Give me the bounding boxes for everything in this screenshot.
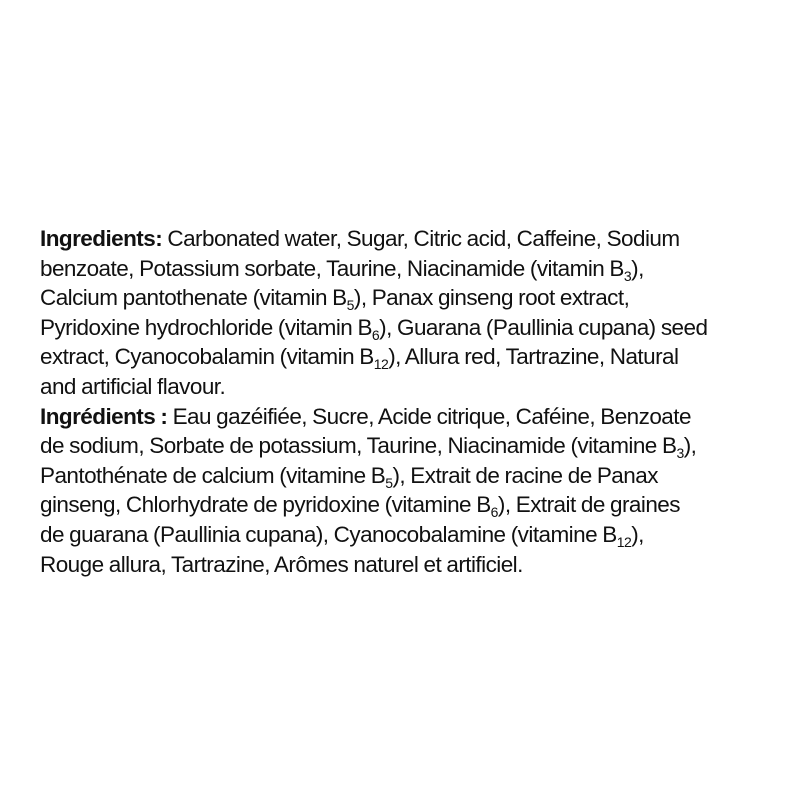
ingredients-line bbox=[40, 372, 780, 402]
vitamin-subscript: 6 bbox=[371, 326, 380, 343]
line-text: Rouge allura, Tartrazine, Arômes naturel et artificiel. bbox=[40, 551, 523, 577]
ingredients-line bbox=[40, 461, 780, 491]
ingredients-line bbox=[40, 550, 780, 580]
line-text: benzoate, Potassium sorbate, Taurine, Niacinamide (vitamin B bbox=[40, 255, 624, 281]
line-text: ), bbox=[631, 255, 644, 281]
line-text: and artificial flavour. bbox=[40, 373, 226, 399]
vitamin-subscript: 3 bbox=[623, 267, 632, 284]
ingredients-french bbox=[40, 402, 780, 580]
ingredients-line bbox=[40, 431, 780, 461]
line-text: Carbonated water, Sugar, Citric acid, Caffeine, Sodium bbox=[162, 226, 680, 251]
vitamin-subscript: 12 bbox=[616, 533, 632, 550]
vitamin-subscript: 5 bbox=[385, 474, 393, 491]
ingredients-line bbox=[40, 520, 780, 550]
line-text: ), bbox=[631, 521, 644, 547]
ingredients-label bbox=[40, 224, 780, 579]
vitamin-subscript: 12 bbox=[373, 356, 389, 373]
line-text: ginseng, Chlorhydrate de pyridoxine (vitamine B bbox=[40, 492, 491, 518]
line-text: de guarana (Paullinia cupana), Cyanocobalamine (vitamine B bbox=[40, 521, 617, 547]
line-text: ), Allura red, Tartrazine, Natural bbox=[388, 344, 679, 370]
line-text: Pantothénate de calcium (vitamine B bbox=[40, 462, 386, 488]
ingredients-line bbox=[40, 283, 780, 313]
line-text: ), Guarana (Paullinia cupana) seed bbox=[379, 314, 708, 340]
line-text: Eau gazéifiée, Sucre, Acide citrique, Caféine, Benzoate bbox=[167, 403, 691, 429]
line-text: de sodium, Sorbate de potassium, Taurine, Niacinamide (vitamine B bbox=[40, 433, 677, 459]
vitamin-subscript: 6 bbox=[490, 504, 498, 521]
line-text: ), Extrait de racine de Panax bbox=[392, 462, 658, 488]
ingredients-line bbox=[40, 490, 780, 520]
line-text: Pyridoxine hydrochloride (vitamin B bbox=[40, 314, 372, 340]
line-text: ), Panax ginseng root extract, bbox=[353, 285, 630, 311]
vitamin-subscript: 3 bbox=[676, 445, 684, 462]
ingredients-english bbox=[40, 224, 780, 402]
vitamin-subscript: 5 bbox=[346, 297, 354, 314]
ingredients-heading-french: Ingrédients : bbox=[40, 403, 168, 429]
ingredients-line bbox=[40, 254, 780, 284]
ingredients-heading-english: Ingredients: bbox=[40, 226, 163, 251]
line-text: ), Extrait de graines bbox=[497, 492, 680, 518]
ingredients-line bbox=[40, 402, 780, 432]
ingredients-line bbox=[40, 313, 780, 343]
line-text: ), bbox=[683, 433, 697, 459]
line-text: Calcium pantothenate (vitamin B bbox=[40, 285, 347, 311]
ingredients-line bbox=[40, 224, 780, 254]
ingredients-line bbox=[40, 342, 780, 372]
line-text: extract, Cyanocobalamin (vitamin B bbox=[40, 344, 374, 370]
